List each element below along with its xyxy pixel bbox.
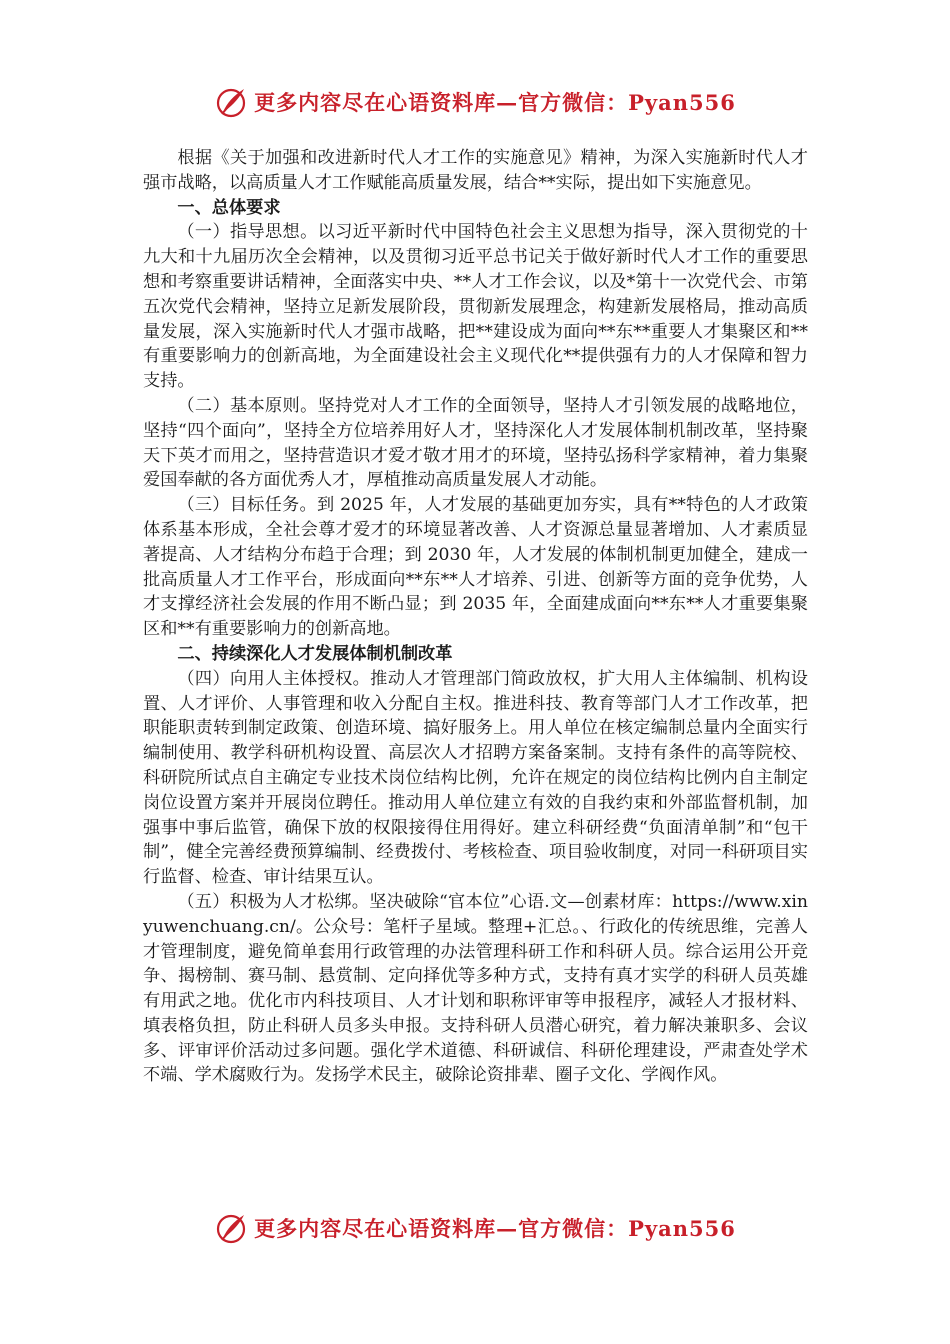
paragraph-goals: （三）目标任务。到 2025 年，人才发展的基础更加夯实，具有**特色的人才政策体系基本形成，全社会尊才爱才的环境显著改善、人才资源总量显著增加、人才素质显著提高、人才结构分布趋于合理；到 2030 年，人才发展的体制机制更加健全，建成一批高质量人才工作平台，形成面向**东**人才培养、引进、创新等方面的竞争优势，人才支撑经济社会发展的作用不断凸显；到 2035 年，全面建成面向**东**人才重要集聚区和**有重要影响力的创新高地。 [143, 495, 808, 640]
header-banner[interactable] [0, 82, 950, 122]
banner-text: 更多内容尽在心语资料库—官方微信：Pyan556 [254, 1216, 736, 1241]
paragraph-basic-principles: （二）基本原则。坚持党对人才工作的全面领导，坚持人才引领发展的战略地位，坚持“四个面向”，坚持全方位培养用好人才，坚持深化人才发展体制机制改革，坚持聚天下英才而用之，坚持营造识才爱才敬才用才的环境，坚持弘扬科学家精神，着力集聚爱国奉献的各方面优秀人才，厚植推动高质量发展人才动能。 [143, 395, 808, 491]
paragraph-empower-employers: （四）向用人主体授权。推动人才管理部门简政放权，扩大用人主体编制、机构设置、人才评价、人事管理和收入分配自主权。推进科技、教育等部门人才工作改革，把职能职责转到制定政策、创造环境、搞好服务上。用人单位在核定编制总量内全面实行编制使用、教学科研机构设置、高层次人才招聘方案备案制。支持有条件的高等院校、科研院所试点自主确定专业技术岗位结构比例，允许在规定的岗位结构比例内自主制定岗位设置方案并开展岗位聘任。推动用人单位建立有效的自我约束和外部监督机制，加强事中事后监管，确保下放的权限接得住用得好。建立科研经费“负面清单制”和“包干制”，健全完善经费预算编制、经费拨付、考核检查、项目验收制度，对同一科研项目实行监督、检查、审计结果互认。 [143, 668, 808, 888]
quill-pen-logo-icon [214, 1211, 248, 1245]
quill-pen-logo-icon [214, 85, 248, 119]
section-heading-1: 一、总体要求 [177, 197, 281, 218]
section-heading-2: 二、持续深化人才发展体制机制改革 [177, 643, 453, 664]
paragraph-intro: 根据《关于加强和改进新时代人才工作的实施意见》精神，为深入实施新时代人才强市战略，以高质量人才工作赋能高质量发展，结合**实际，提出如下实施意见。 [143, 148, 808, 193]
paragraph-guiding-thought: （一）指导思想。以习近平新时代中国特色社会主义思想为指导，深入贯彻党的十九大和十九届历次全会精神，以及贯彻习近平总书记关于做好新时代人才工作的重要思想和考察重要讲话精神，全面落实中央、**人才工作会议，以及*第十一次党代会、市第五次党代会精神，坚持立足新发展阶段，贯彻新发展理念，构建新发展格局，推动高质量发展，深入实施新时代人才强市战略，把**建设成为面向**东**重要人才集聚区和**有重要影响力的创新高地，为全面建设社会主义现代化**提供强有力的人才保障和智力支持。 [143, 222, 808, 392]
document-body [143, 146, 808, 1088]
banner-text: 更多内容尽在心语资料库—官方微信：Pyan556 [254, 90, 736, 115]
footer-banner[interactable] [0, 1208, 950, 1248]
paragraph-unbind-talent: （五）积极为人才松绑。坚决破除“官本位”心语.文—创素材库：https://www.xinyuwenchuang.cn/。公众号：笔杆子星域。整理+汇总。、行政化的传统思维，完善人才管理制度，避免简单套用行政管理的办法管理科研工作和科研人员。综合运用公开竞争、揭榜制、赛马制、悬赏制、定向择优等多种方式，支持有真才实学的科研人员英雄有用武之地。优化市内科技项目、人才计划和职称评审等申报程序，减轻人才报材料、填表格负担，防止科研人员多头申报。支持科研人员潜心研究，着力解决兼职多、会议多、评审评价活动过多问题。强化学术道德、科研诚信、科研伦理建设，严肃查处学术不端、学术腐败行为。发扬学术民主，破除论资排辈、圈子文化、学阀作风。 [143, 891, 808, 1086]
